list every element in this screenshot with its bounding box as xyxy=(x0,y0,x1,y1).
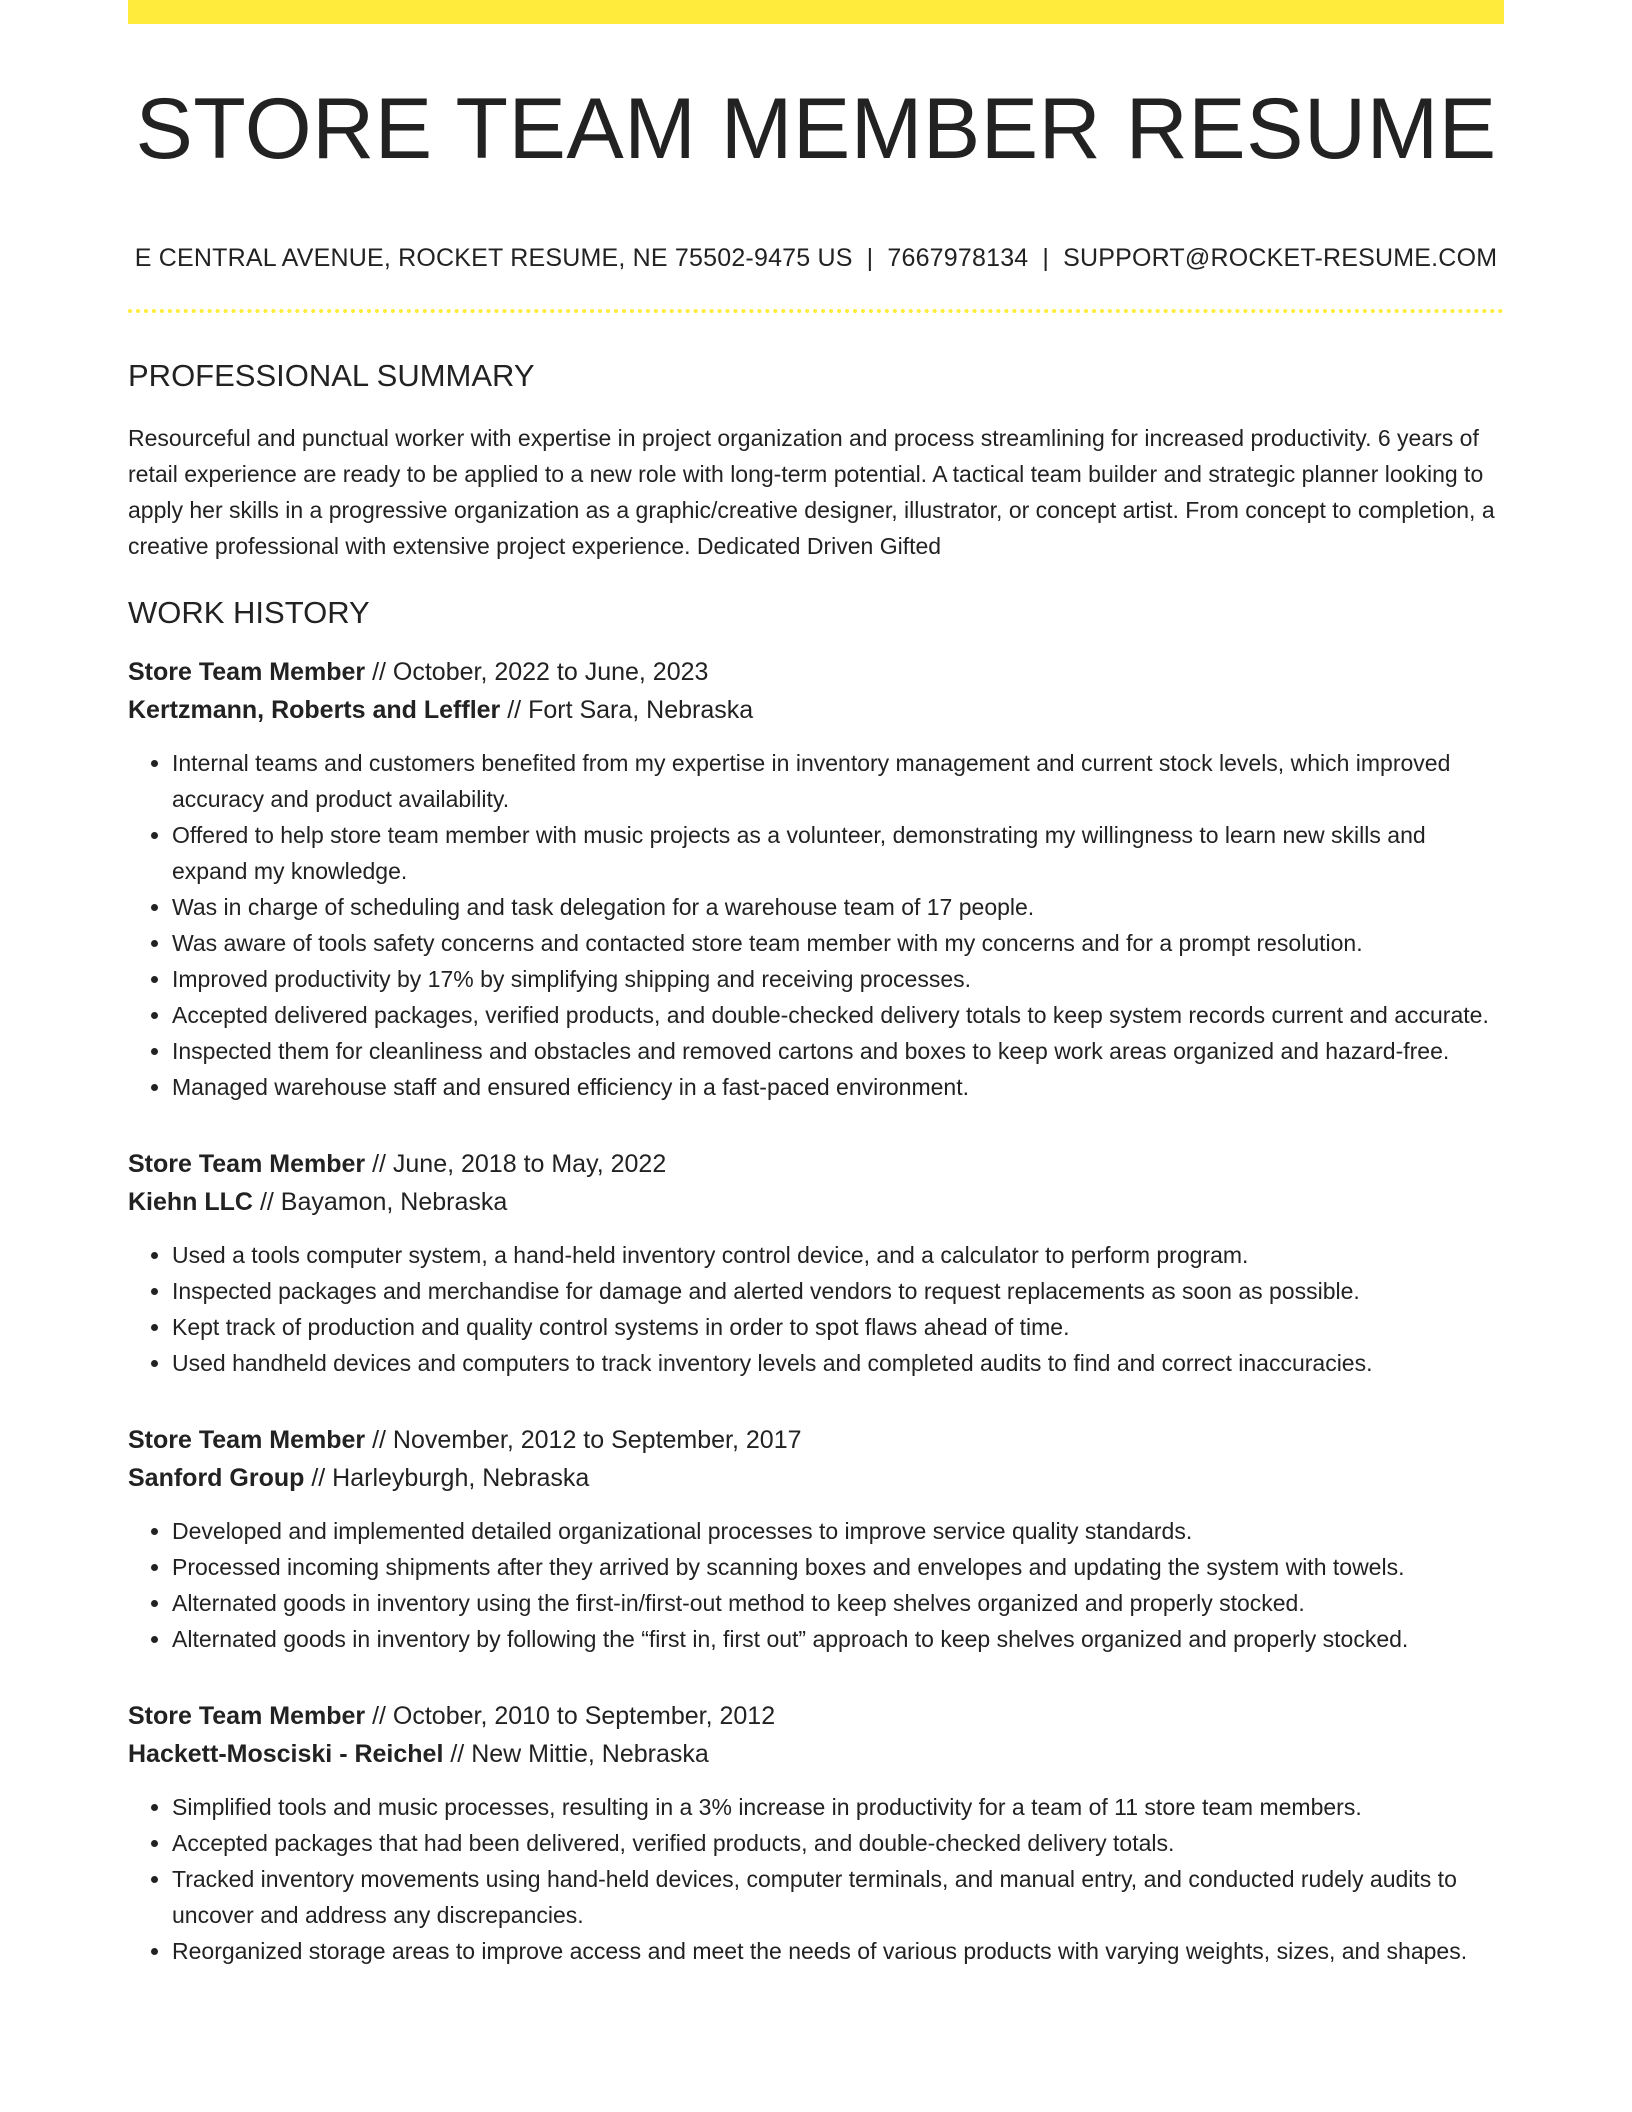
job-entry xyxy=(128,1421,1504,1657)
job-role-line xyxy=(128,1145,1504,1183)
job-dates: // November, 2012 to September, 2017 xyxy=(372,1425,802,1454)
job-company-line xyxy=(128,1459,1504,1497)
job-bullet: • Internal teams and customers benefited from my expertise in inventory management and current stock levels, which improved accuracy and product availability. xyxy=(172,745,1504,817)
summary-text: Resourceful and punctual worker with expertise in project organization and process streamlining for increased productivity. 6 years of retail experience are ready to be applied to a new role with long-term potential. A tactical team builder and strategic planner looking to apply her skills in a progressive organization as a graphic/creative designer, illustrator, or concept artist. From concept to completion, a creative professional with extensive project experience. Dedicated Driven Gifted xyxy=(128,424,1495,559)
job-role-line xyxy=(128,1421,1504,1459)
job-role: Store Team Member xyxy=(128,1425,366,1454)
work-history-list xyxy=(128,653,1504,1969)
contact-separator: | xyxy=(1042,243,1050,272)
job-dates: // October, 2010 to September, 2012 xyxy=(372,1701,776,1730)
job-company: Hackett-Mosciski - Reichel xyxy=(128,1739,444,1768)
job-bullet: • Developed and implemented detailed organizational processes to improve service quality standards. xyxy=(172,1513,1504,1549)
job-bullet: • Used handheld devices and computers to track inventory levels and completed audits to find and correct inaccuracies. xyxy=(172,1345,1504,1381)
job-company-line xyxy=(128,1183,1504,1221)
job-bullet: • Was in charge of scheduling and task delegation for a warehouse team of 17 people. xyxy=(172,889,1504,925)
job-location: // Harleyburgh, Nebraska xyxy=(311,1463,590,1492)
job-bullets xyxy=(128,1789,1504,1969)
job-dates: // June, 2018 to May, 2022 xyxy=(372,1149,667,1178)
job-role: Store Team Member xyxy=(128,1149,366,1178)
contact-address: E CENTRAL AVENUE, ROCKET RESUME, NE 75502-9475 US xyxy=(134,243,853,272)
job-bullet: • Processed incoming shipments after they arrived by scanning boxes and envelopes and updating the system with towels. xyxy=(172,1549,1504,1585)
job-location: // New Mittie, Nebraska xyxy=(450,1739,709,1768)
job-bullet: • Managed warehouse staff and ensured efficiency in a fast-paced environment. xyxy=(172,1069,1504,1105)
job-bullet: • Used a tools computer system, a hand-held inventory control device, and a calculator to perform program. xyxy=(172,1237,1504,1273)
job-bullet: • Alternated goods in inventory by following the “first in, first out” approach to keep shelves organized and properly stocked. xyxy=(172,1621,1504,1657)
job-location: // Bayamon, Nebraska xyxy=(259,1187,508,1216)
contact-phone: 7667978134 xyxy=(887,243,1029,272)
resume-title: STORE TEAM MEMBER RESUME xyxy=(135,81,1497,177)
job-bullets xyxy=(128,745,1504,1105)
job-company-line xyxy=(128,1735,1504,1773)
job-bullet: • Tracked inventory movements using hand-held devices, computer terminals, and manual entry, and conducted rudely audits to uncover and address any discrepancies. xyxy=(172,1861,1504,1933)
job-company: Kiehn LLC xyxy=(128,1187,253,1216)
job-bullet: • Inspected them for cleanliness and obstacles and removed cartons and boxes to keep work areas organized and hazard-free. xyxy=(172,1033,1504,1069)
job-entry xyxy=(128,1697,1504,1969)
dotted-divider xyxy=(128,309,1504,313)
resume-page xyxy=(128,0,1504,1969)
job-bullets xyxy=(128,1513,1504,1657)
contact-email: SUPPORT@ROCKET-RESUME.COM xyxy=(1063,243,1498,272)
job-bullet: • Accepted delivered packages, verified products, and double-checked delivery totals to keep system records current and accurate. xyxy=(172,997,1504,1033)
job-company-line xyxy=(128,691,1504,729)
work-history-heading: WORK HISTORY xyxy=(128,594,370,630)
job-bullets xyxy=(128,1237,1504,1381)
job-bullet: • Inspected packages and merchandise for damage and alerted vendors to request replacements as soon as possible. xyxy=(172,1273,1504,1309)
job-entry xyxy=(128,653,1504,1105)
job-bullet: • Was aware of tools safety concerns and contacted store team member with my concerns and for a prompt resolution. xyxy=(172,925,1504,961)
job-dates: // October, 2022 to June, 2023 xyxy=(372,657,709,686)
job-bullet: • Reorganized storage areas to improve access and meet the needs of various products with varying weights, sizes, and shapes. xyxy=(172,1933,1504,1969)
summary-heading: PROFESSIONAL SUMMARY xyxy=(128,357,535,393)
contact-separator: | xyxy=(866,243,874,272)
job-role-line xyxy=(128,653,1504,691)
job-bullet: • Simplified tools and music processes, resulting in a 3% increase in productivity for a team of 11 store team members. xyxy=(172,1789,1504,1825)
accent-top-bar xyxy=(128,0,1504,24)
job-role: Store Team Member xyxy=(128,657,366,686)
job-bullet: • Kept track of production and quality control systems in order to spot flaws ahead of time. xyxy=(172,1309,1504,1345)
job-location: // Fort Sara, Nebraska xyxy=(507,695,754,724)
job-bullet: • Accepted packages that had been delivered, verified products, and double-checked delivery totals. xyxy=(172,1825,1504,1861)
job-role: Store Team Member xyxy=(128,1701,366,1730)
job-company: Sanford Group xyxy=(128,1463,305,1492)
job-bullet: • Offered to help store team member with music projects as a volunteer, demonstrating my willingness to learn new skills and expand my knowledge. xyxy=(172,817,1504,889)
job-entry xyxy=(128,1145,1504,1381)
job-bullet: • Alternated goods in inventory using the first-in/first-out method to keep shelves organized and properly stocked. xyxy=(172,1585,1504,1621)
contact-line xyxy=(128,243,1504,273)
job-company: Kertzmann, Roberts and Leffler xyxy=(128,695,501,724)
job-bullet: • Improved productivity by 17% by simplifying shipping and receiving processes. xyxy=(172,961,1504,997)
job-role-line xyxy=(128,1697,1504,1735)
